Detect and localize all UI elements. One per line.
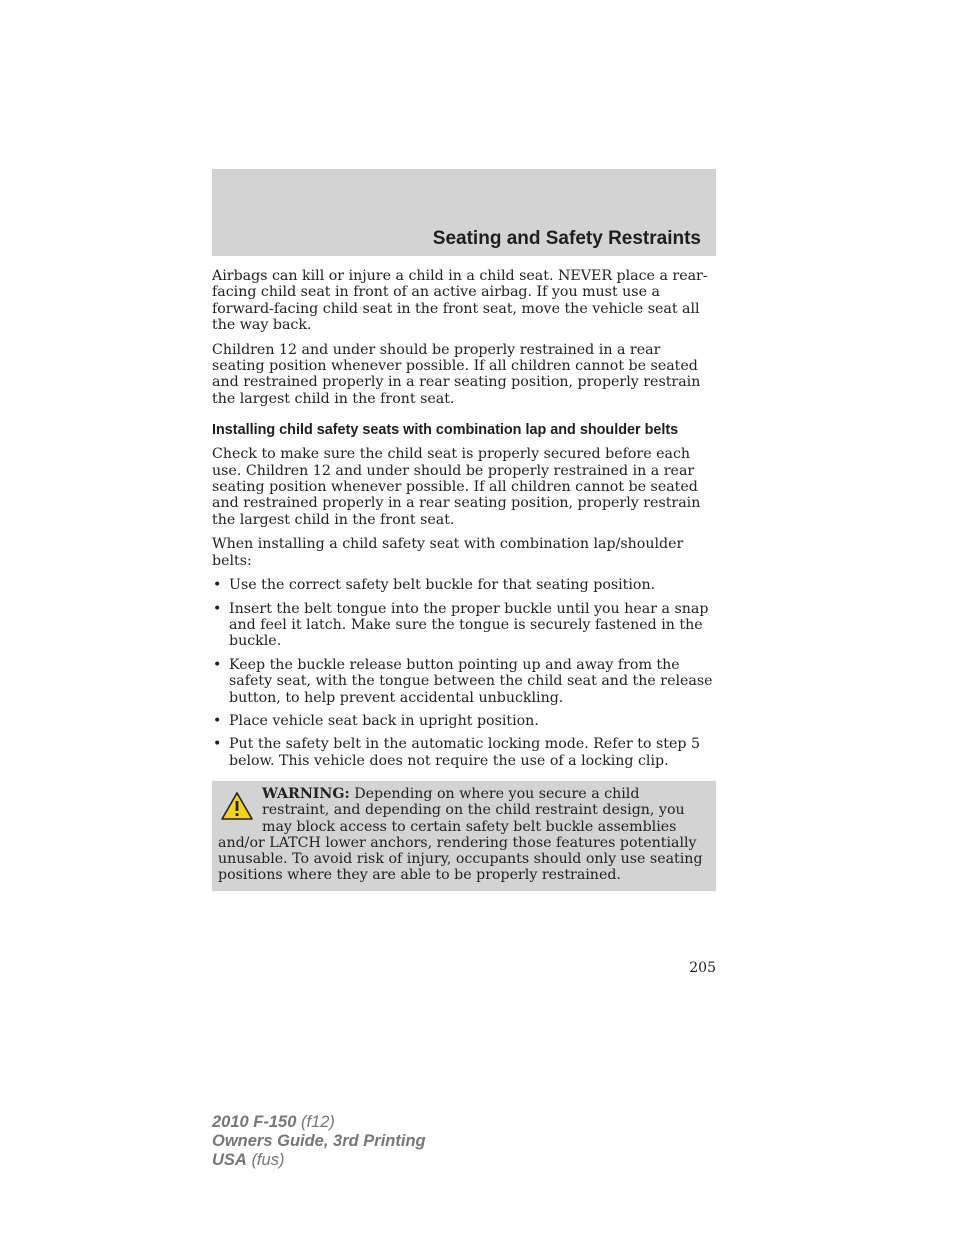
document-footer bbox=[212, 1113, 426, 1170]
section-header-band bbox=[212, 169, 716, 256]
list-item-text: Put the safety belt in the automatic locking mode. Refer to step 5 below. This vehicle does not require the use of a locking clip. bbox=[229, 736, 701, 769]
footer-model: 2010 F-150 bbox=[212, 1113, 297, 1131]
bullet-icon: • bbox=[213, 712, 222, 729]
section-title: Seating and Safety Restraints bbox=[432, 228, 701, 249]
warning-triangle-icon bbox=[220, 791, 254, 821]
bullet-icon: • bbox=[213, 656, 222, 673]
warning-text: Depending on where you secure a child restraint, and depending on the child restraint design, you may block access to certain safety belt buckle assemblies and/or LATCH lower anchors, rendering those features potentially unusable. To avoid risk of injury, occupants should only use seating positions where they are able to be properly restrained. bbox=[218, 786, 703, 884]
warning-label: WARNING: bbox=[262, 786, 350, 802]
warning-box bbox=[212, 781, 716, 891]
list-item-text: Place vehicle seat back in upright position. bbox=[229, 712, 539, 729]
footer-market-code: (fus) bbox=[251, 1151, 285, 1169]
list-item bbox=[212, 657, 716, 706]
main-content bbox=[212, 268, 716, 776]
footer-guide-edition: Owners Guide, 3rd Printing bbox=[212, 1132, 426, 1150]
list-item-text: Insert the belt tongue into the proper buckle until you hear a snap and feel it latch. Make sure the tongue is securely fastened in the buckle. bbox=[229, 600, 709, 650]
bullet-icon: • bbox=[213, 736, 222, 753]
list-item-text: Use the correct safety belt buckle for that seating position. bbox=[229, 577, 656, 594]
footer-line-market bbox=[212, 1151, 426, 1170]
list-item-text: Keep the buckle release button pointing up and away from the safety seat, with the tongue between the child seat and the release button, to help prevent accidental unbuckling. bbox=[229, 656, 713, 706]
bullet-icon: • bbox=[213, 600, 222, 617]
section-paragraph-2: When installing a child safety seat with combination lap/shoulder belts: bbox=[212, 536, 684, 569]
section-paragraph-1: Check to make sure the child seat is properly secured before each use. Children 12 and under should be properly restrained in a rear seating position whenever possible. If all children cannot be seated and restrained properly in a rear seating position, properly restrain the largest child in the front seat. bbox=[212, 446, 701, 528]
list-item bbox=[212, 713, 716, 729]
bullet-icon: • bbox=[213, 577, 222, 594]
footer-market: USA bbox=[212, 1151, 247, 1169]
list-item bbox=[212, 577, 716, 593]
intro-paragraph-2: Children 12 and under should be properly restrained in a rear seating position whenever possible. If all children cannot be seated and restrained properly in a rear seating position, properly restrain the largest child in the front seat. bbox=[212, 341, 701, 407]
instruction-list bbox=[212, 577, 716, 769]
footer-model-code: (f12) bbox=[301, 1113, 335, 1131]
section-heading: Installing child safety seats with combination lap and shoulder belts bbox=[212, 422, 679, 439]
footer-line-model bbox=[212, 1113, 426, 1132]
list-item bbox=[212, 601, 716, 650]
intro-paragraph-1: Airbags can kill or injure a child in a child seat. NEVER place a rear-facing child seat in front of an active airbag. If you must use a forward-facing child seat in the front seat, move the vehicle seat all the way back. bbox=[212, 268, 708, 334]
list-item bbox=[212, 736, 716, 769]
page-number: 205 bbox=[689, 960, 716, 976]
